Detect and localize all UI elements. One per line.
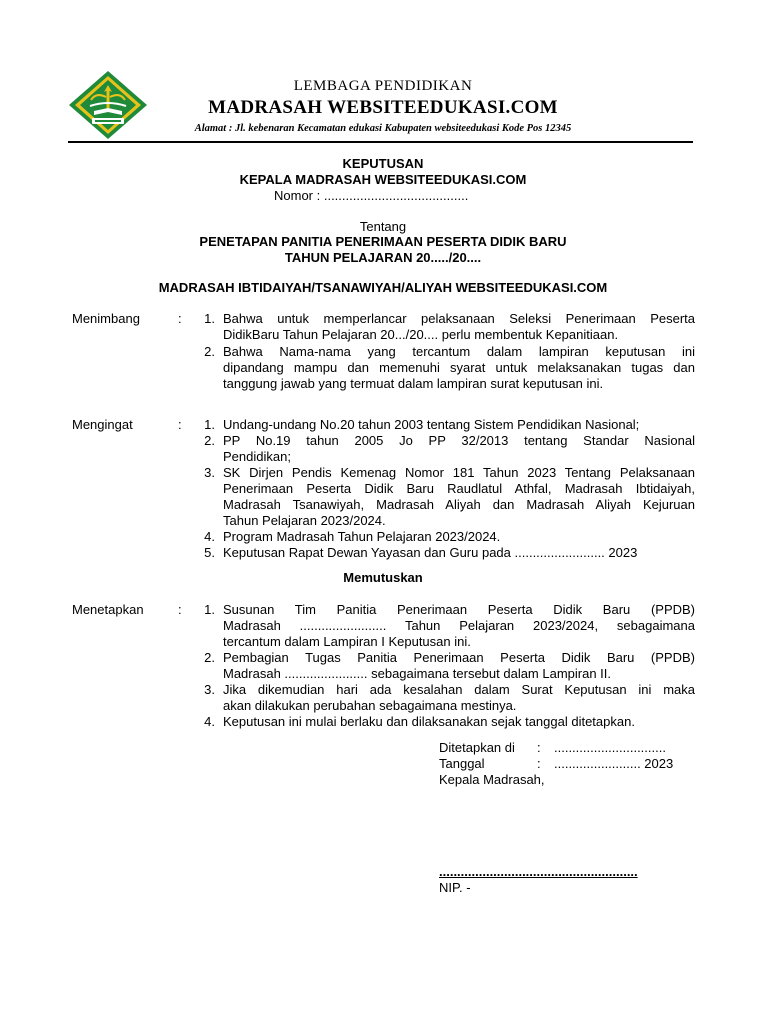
menetapkan-item-line: tercantum dalam Lampiran I Keputusan ini. [223, 634, 471, 649]
signature-place-colon: : [537, 740, 541, 755]
signature-role: Kepala Madrasah, [439, 772, 545, 787]
menetapkan-item [193, 650, 695, 682]
mengingat-item-number: 3. [204, 465, 215, 480]
mengingat-item-line: Program Madrasah Tahun Pelajaran 2023/2024. [223, 529, 501, 544]
signature-date-row [439, 756, 679, 772]
menimbang-item-text [223, 311, 695, 343]
madrasah-logo-icon [68, 70, 148, 140]
menimbang-item-line: Bahwa Nama-nama yang tercantum dalam lampiran keputusan ini [223, 344, 695, 359]
menetapkan-item-line: Jika dikemudian hari ada kesalahan dalam Surat Keputusan ini maka [223, 682, 695, 697]
mengingat-item [193, 545, 695, 561]
mengingat-item-text [223, 545, 695, 561]
menimbang-colon: : [178, 311, 182, 326]
menimbang-item-line: Bahwa untuk memperlancar pelaksanaan Seleksi Penerimaan Peserta [223, 311, 695, 326]
letterhead-address: Alamat : Jl. kebenaran Kecamatan edukasi Kabupaten websiteedukasi Kode Pos 12345 [194, 123, 572, 134]
menimbang-item-line: tanggung jawab yang termuat dalam lampiran surat keputusan ini. [223, 376, 604, 391]
mengingat-item-line: SK Dirjen Pendis Kemenag Nomor 181 Tahun 2023 Tentang Pelaksanaan [223, 465, 695, 480]
about-label: Tentang [359, 219, 407, 234]
letterhead-divider [68, 141, 693, 143]
menimbang-item [193, 344, 695, 392]
menetapkan-item-text [223, 650, 695, 682]
menetapkan-item [193, 714, 695, 730]
mengingat-item-number: 1. [204, 417, 215, 432]
mengingat-item-number: 5. [204, 545, 215, 560]
menetapkan-item-number: 2. [204, 650, 215, 665]
mengingat-item-line: PP No.19 tahun 2005 Jo PP 32/2013 tentang Standar Nasional [223, 433, 695, 448]
mengingat-item-number: 4. [204, 529, 215, 544]
menetapkan-item-number: 4. [204, 714, 215, 729]
mengingat-item-text [223, 417, 695, 433]
decree-number: Nomor : ........................................ [274, 188, 469, 203]
signature-date-label: Tanggal [439, 756, 485, 771]
mengingat-item [193, 417, 695, 433]
mengingat-item-text [223, 529, 695, 545]
menetapkan-item-line: Madrasah ....................... sebagaimana tersebut dalam Lampiran II. [223, 666, 612, 681]
mengingat-colon: : [178, 417, 182, 432]
mengingat-item [193, 433, 695, 465]
menimbang-item-text [223, 344, 695, 392]
menetapkan-item-number: 3. [204, 682, 215, 697]
menetapkan-item-number: 1. [204, 602, 215, 617]
madrasah-name: MADRASAH IBTIDAIYAH/TSANAWIYAH/ALIYAH WEBSITEEDUKASI.COM [158, 280, 608, 295]
letterhead-school-name: MADRASAH WEBSITEEDUKASI.COM [208, 97, 558, 118]
signature-date-colon: : [537, 756, 541, 771]
signature-nip: NIP. - [439, 880, 471, 895]
mengingat-item-line: Penerimaan Peserta Didik Baru Raudlatul Athfal, Madrasah Ibtidaiyah, [223, 481, 695, 496]
mengingat-item-line: Tahun Pelajaran 2023/2024. [223, 513, 386, 528]
menetapkan-colon: : [178, 602, 182, 617]
decree-subject-line1: PENETAPAN PANITIA PENERIMAAN PESERTA DIDIK BARU [199, 234, 567, 249]
signature-name-line: ....................................................... [439, 864, 638, 879]
menetapkan-item-text [223, 714, 695, 730]
letterhead-institution: LEMBAGA PENDIDIKAN [293, 78, 473, 94]
decree-subject-line2: TAHUN PELAJARAN 20...../20.... [284, 250, 482, 265]
mengingat-item-number: 2. [204, 433, 215, 448]
signature-place-value: ............................... [554, 740, 666, 755]
menetapkan-label: Menetapkan [72, 602, 144, 617]
menetapkan-item-text [223, 682, 695, 714]
menimbang-item-number: 1. [204, 311, 215, 326]
menimbang-item-line: dipandang mampu dan memenuhi syarat untuk melaksanakan tugas dan [223, 360, 695, 375]
menimbang-item-number: 2. [204, 344, 215, 359]
menimbang-item [193, 311, 695, 343]
menetapkan-item-line: Susunan Tim Panitia Penerimaan Peserta Didik Baru (PPDB) [223, 602, 695, 617]
menimbang-item-line: DidikBaru Tahun Pelajaran 20.../20.... perlu membentuk Kepanitiaan. [223, 327, 619, 342]
mengingat-item-text [223, 433, 695, 465]
mengingat-label: Mengingat [72, 417, 133, 432]
signature-place-label: Ditetapkan di [439, 740, 515, 755]
menimbang-label: Menimbang [72, 311, 140, 326]
menetapkan-item-line: akan dilakukan perubahan sebagaimana mestinya. [223, 698, 517, 713]
menetapkan-item [193, 602, 695, 650]
menetapkan-item-line: Pembagian Tugas Panitia Penerimaan Peserta Didik Baru (PPDB) [223, 650, 695, 665]
menetapkan-item-line: Keputusan ini mulai berlaku dan dilaksanakan sejak tanggal ditetapkan. [223, 714, 635, 729]
mengingat-item-line: Undang-undang No.20 tahun 2003 tentang Sistem Pendidikan Nasional; [223, 417, 640, 432]
mengingat-item-text [223, 465, 695, 529]
mengingat-item-line: Madrasah Tsanawiyah, Madrasah Aliyah dan Madrasah Aliyah Kejuruan [223, 497, 695, 512]
menetapkan-item-line: Madrasah ........................ Tahun Pelajaran 2023/2024, sebagaimana [223, 618, 695, 633]
decree-heading: KEPUTUSAN [342, 156, 424, 171]
decree-issuer: KEPALA MADRASAH WEBSITEEDUKASI.COM [239, 172, 527, 187]
menetapkan-item-text [223, 602, 695, 650]
memutuskan-heading: Memutuskan [343, 570, 423, 585]
mengingat-item [193, 465, 695, 529]
mengingat-item-line: Keputusan Rapat Dewan Yayasan dan Guru pada ......................... 2023 [223, 545, 638, 560]
menetapkan-item [193, 682, 695, 714]
signature-date-value: ........................ 2023 [554, 756, 674, 771]
mengingat-item [193, 529, 695, 545]
mengingat-item-line: Pendidikan; [223, 449, 291, 464]
